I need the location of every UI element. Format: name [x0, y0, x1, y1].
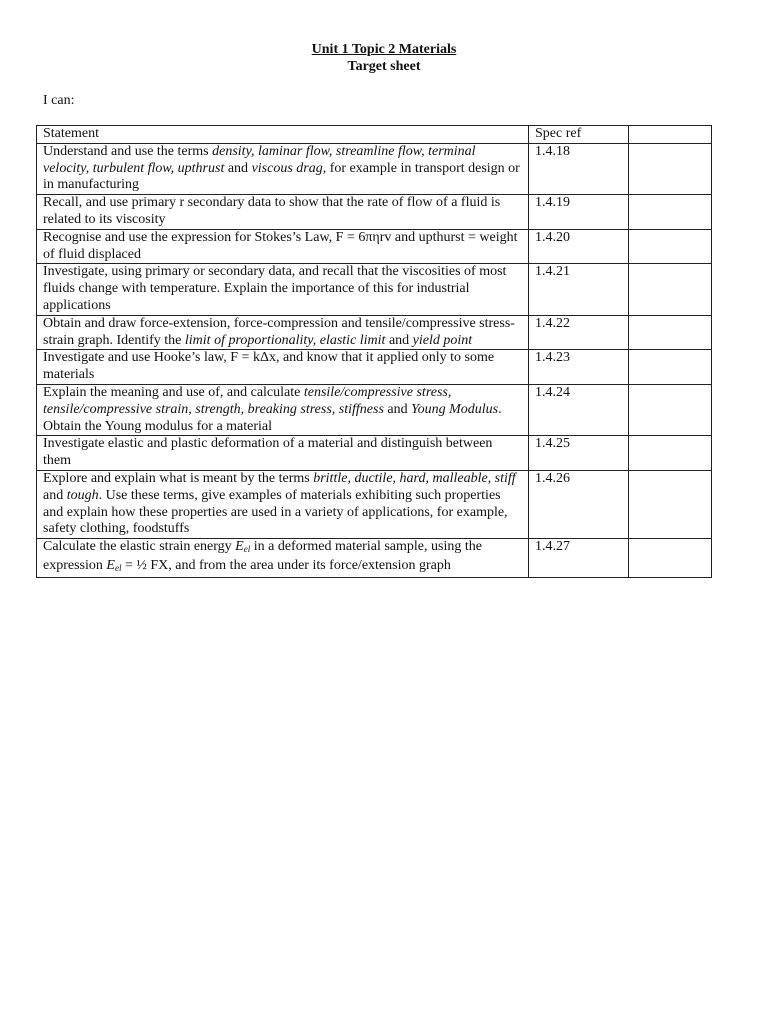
spec-ref-cell: 1.4.22 — [529, 315, 629, 350]
blank-cell — [629, 264, 712, 315]
statement-text: Investigate elastic and plastic deformation of a material and distinguish between them — [43, 436, 493, 469]
header-row — [37, 126, 712, 144]
statement-text: Recognise and use the expression for Stokes’s Law, F = 6πηrv and upthurst = weight of fluid displaced — [43, 229, 518, 262]
table-row — [37, 539, 712, 578]
statement-text: tensile/compressive stress, tensile/compressive strain, strength, breaking stress, stiffness — [43, 384, 452, 417]
statement-text: el — [114, 562, 122, 573]
statement-cell — [37, 539, 529, 578]
blank-cell — [629, 315, 712, 350]
statement-cell — [37, 195, 529, 230]
statement-cell — [37, 264, 529, 315]
spec-ref-cell: 1.4.27 — [529, 539, 629, 578]
blank-cell — [629, 350, 712, 385]
statement-text: and — [383, 401, 412, 417]
statement-cell — [37, 436, 529, 471]
blank-cell — [629, 195, 712, 230]
intro-text: I can: — [43, 93, 75, 108]
spec-ref-cell: 1.4.26 — [529, 470, 629, 538]
table-row — [37, 315, 712, 350]
statement-cell — [37, 470, 529, 538]
statement-text: . Use these terms, give examples of materials exhibiting such properties and explain how these properties are used in a variety of applications, for example, safety clothing, foodstuffs — [43, 487, 508, 537]
spec-ref-cell: 1.4.21 — [529, 264, 629, 315]
statement-text: Understand and use the terms — [43, 143, 213, 159]
blank-cell — [629, 384, 712, 435]
statement-text: E — [106, 557, 115, 573]
blank-cell — [629, 436, 712, 471]
statement-text: Calculate the elastic strain energy — [43, 539, 236, 555]
spec-ref-cell: 1.4.25 — [529, 436, 629, 471]
statement-text: Obtain and draw force-extension, force-compression and tensile/compressive stress-strain graph. Identify the — [43, 315, 515, 348]
table-row — [37, 143, 712, 194]
statement-text: el — [243, 544, 251, 555]
statement-text: and — [43, 487, 67, 503]
statement-cell — [37, 315, 529, 350]
statement-text: Recall, and use primary r secondary data to show that the rate of flow of a fluid is related to its viscosity — [43, 195, 501, 227]
statement-text: in a deformed material sample, using the expression — [43, 539, 482, 573]
spec-ref-cell: 1.4.24 — [529, 384, 629, 435]
statement-text: Young Modulus — [411, 401, 499, 417]
statement-text: . Obtain the Young modulus for a material — [43, 401, 502, 434]
statement-text: E — [235, 539, 244, 555]
statement-text: = ½ FX, and from the area under its force/extension graph — [121, 557, 451, 573]
statement-cell — [37, 229, 529, 264]
statement-text: Investigate and use Hooke’s law, F = kΔx, and know that it applied only to some materials — [43, 350, 495, 383]
statement-header: Statement — [37, 126, 529, 144]
statement-cell — [37, 350, 529, 385]
target-table-body — [37, 126, 712, 578]
statement-text: limit of proportionality, elastic limit — [184, 332, 386, 348]
page-title: Unit 1 Topic 2 Materials — [311, 42, 457, 57]
statement-text: brittle, ductile, hard, malleable, stiff — [313, 470, 516, 486]
statement-text: tough — [66, 487, 99, 503]
spec-ref-cell: 1.4.23 — [529, 350, 629, 385]
page-subtitle: Target sheet — [347, 59, 421, 74]
table-row — [37, 384, 712, 435]
statement-text: density, laminar flow, streamline flow, terminal velocity, turbulent flow, upthrust — [43, 143, 476, 176]
blank-header — [629, 126, 712, 144]
statement-text: yield point — [412, 332, 473, 348]
table-row — [37, 436, 712, 471]
table-row — [37, 350, 712, 385]
statement-text: , for example in transport design or in manufacturing — [43, 160, 520, 193]
spec-ref-cell: 1.4.20 — [529, 229, 629, 264]
table-row — [37, 195, 712, 230]
table-row — [37, 229, 712, 264]
statement-cell — [37, 384, 529, 435]
blank-cell — [629, 229, 712, 264]
blank-cell — [629, 470, 712, 538]
statement-cell — [37, 143, 529, 194]
statement-text: Explain the meaning and use of, and calculate — [43, 384, 304, 400]
spec-ref-cell: 1.4.18 — [529, 143, 629, 194]
target-table — [36, 125, 712, 578]
blank-cell — [629, 143, 712, 194]
spec-ref-header: Spec ref — [529, 126, 629, 144]
statement-text: Explore and explain what is meant by the terms — [43, 470, 314, 486]
statement-text: viscous drag — [251, 160, 323, 176]
spec-ref-cell: 1.4.19 — [529, 195, 629, 230]
blank-cell — [629, 539, 712, 578]
statement-text: and — [385, 332, 413, 348]
statement-text: Investigate, using primary or secondary data, and recall that the viscosities of most fluids change with temperature. Explain the importance of this for industrial applications — [43, 264, 507, 313]
statement-text: and — [224, 160, 252, 176]
table-row — [37, 470, 712, 538]
table-row — [37, 264, 712, 315]
